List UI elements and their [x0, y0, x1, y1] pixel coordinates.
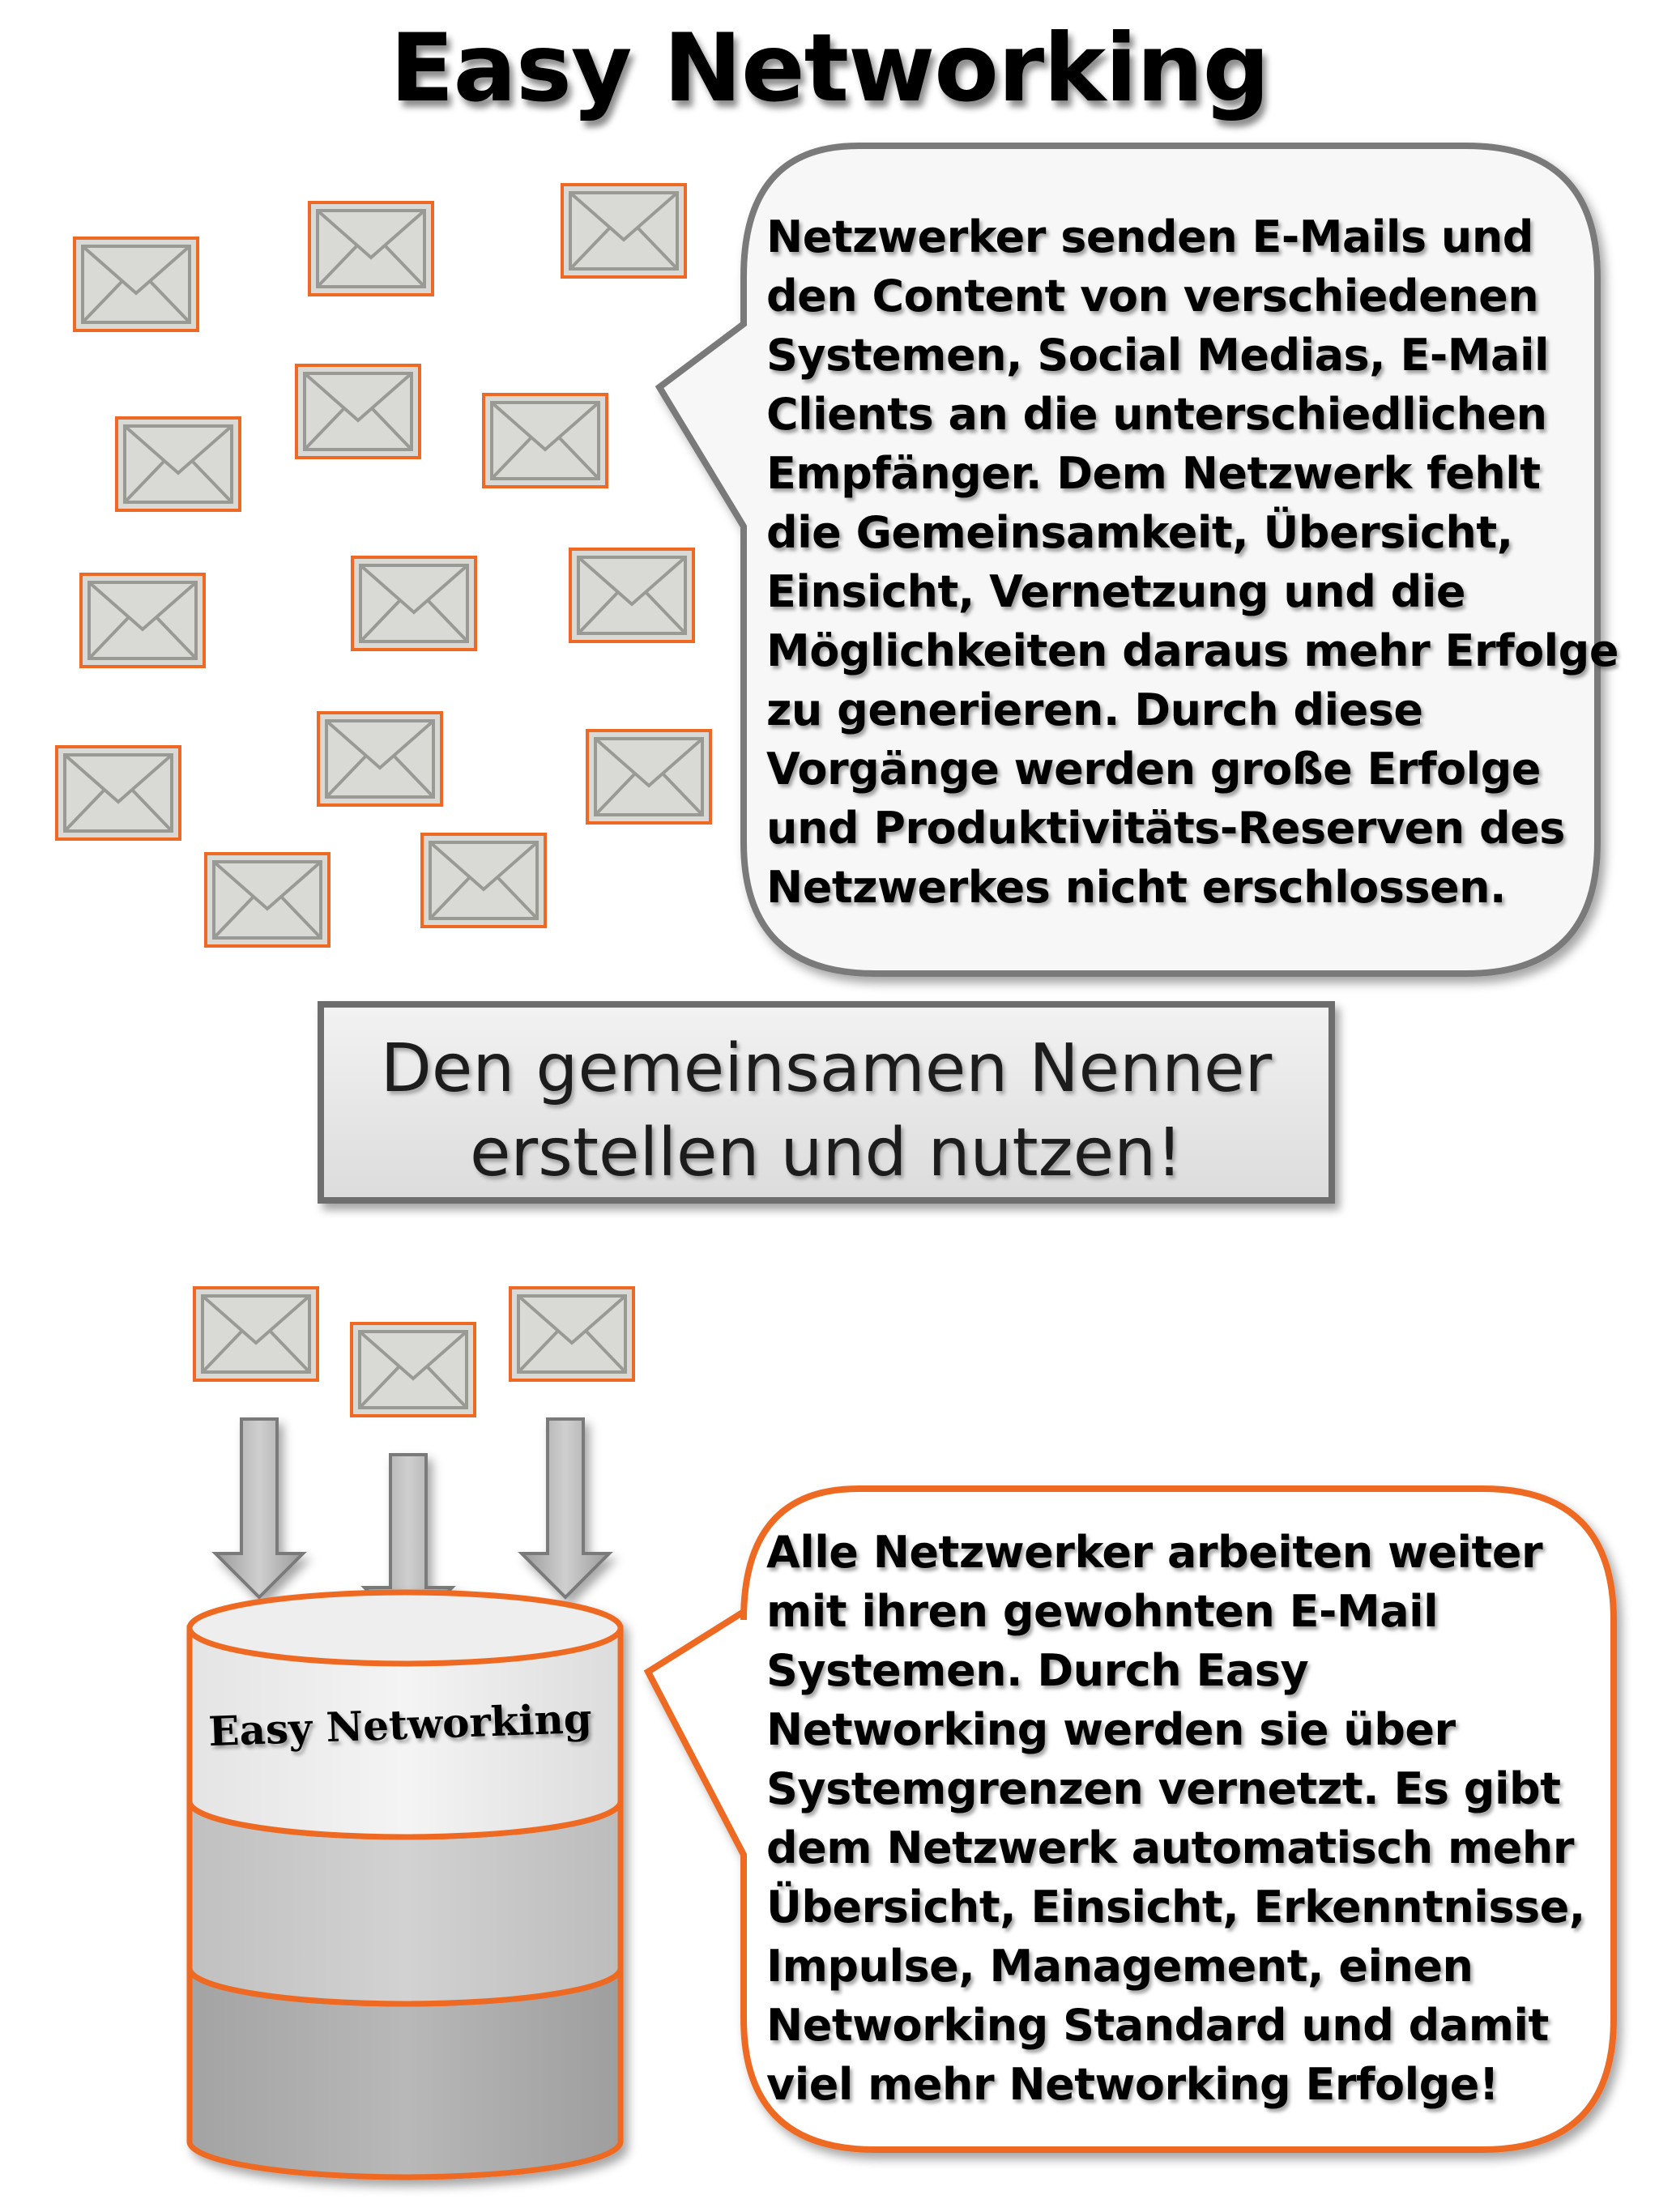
database-label: Easy Networking [207, 1694, 593, 1756]
text-line: Networking Standard und damit [766, 2000, 1549, 2051]
text-line: Alle Netzwerker arbeiten weiter [766, 1527, 1543, 1578]
text-line: Einsicht, Vernetzung und die [766, 566, 1465, 617]
text-line: Möglichkeiten daraus mehr Erfolge [766, 625, 1618, 676]
page-title: Easy Networking [390, 14, 1269, 123]
text-line: Systemen. Durch Easy [766, 1645, 1309, 1696]
text-line: Impulse, Management, einen [766, 1941, 1473, 1992]
text-line: Übersicht, Einsicht, Erkenntnisse, [766, 1882, 1585, 1933]
box-line-2: erstellen und nutzen! [469, 1115, 1183, 1191]
text-line: die Gemeinsamkeit, Übersicht, [766, 507, 1513, 558]
text-line: viel mehr Networking Erfolge! [766, 2059, 1499, 2110]
text-line: Empfänger. Dem Netzwerk fehlt [766, 448, 1541, 499]
text-line: Netzwerker senden E-Mails und [766, 211, 1533, 262]
arrow-down-icon [215, 1419, 303, 1597]
text-line: Networking werden sie über [766, 1704, 1456, 1755]
text-line: den Content von verschiedenen [766, 271, 1539, 322]
bottom-bubble-text [766, 1523, 1585, 2114]
database-icon [190, 1592, 621, 2177]
text-line: Systemgrenzen vernetzt. Es gibt [766, 1763, 1561, 1814]
arrow-down-icon [522, 1419, 609, 1597]
text-line: zu generieren. Durch diese [766, 684, 1423, 735]
text-line: Vorgänge werden große Erfolge [766, 744, 1541, 795]
text-line: mit ihren gewohnten E-Mail [766, 1586, 1439, 1637]
text-line: Netzwerkes nicht erschlossen. [766, 862, 1507, 913]
text-line: und Produktivitäts-Reserven des [766, 803, 1565, 854]
text-line: dem Netzwerk automatisch mehr [766, 1822, 1574, 1873]
box-line-1: Den gemeinsamen Nenner [380, 1030, 1273, 1107]
text-line: Systemen, Social Medias, E-Mail [766, 330, 1549, 381]
text-line: Clients an die unterschiedlichen [766, 389, 1547, 440]
